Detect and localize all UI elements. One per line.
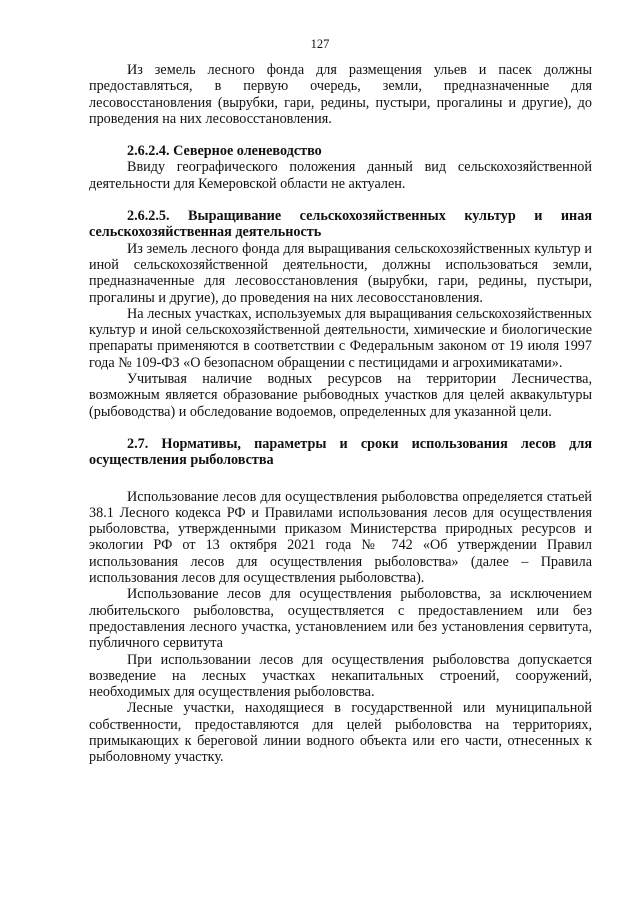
spacer	[89, 127, 592, 143]
spacer	[89, 192, 592, 208]
paragraph-fishing-rules: Использование лесов для осуществления рыболовства определяется статьей 38.1 Лесного кодекса РФ и Правилами использования лесов для осуществления рыболовства, утвержденными приказом Министерства природных ресурсов и экологии РФ от 13 октября 2021 года № 742 «Об утверждении Правил использования лесов для осуществления рыболовства» (далее – Правила использования лесов для осуществления рыболовства).	[89, 488, 592, 587]
spacer	[89, 420, 592, 436]
paragraph-fishing-structures: При использовании лесов для осуществления рыболовства допускается возведение на лесных участках некапитальных строений, сооружений, необходимых для осуществления рыболовства.	[89, 651, 592, 701]
paragraph-aquaculture: Учитывая наличие водных ресурсов на территории Лесничества, возможным является образование рыбоводных участков для целей аквакультуры (рыбоводства) и обследование водоемов, определенных для указанной цели.	[89, 371, 592, 420]
paragraph-chemicals: На лесных участках, используемых для выращивания сельскохозяйственных культур и иной сельскохозяйственной деятельности, химические и биологические препараты применяются в соответствии с Федеральным законом от 19 июля 1997 года № 109-ФЗ «О безопасном обращении с пестицидами и агрохимикатами».	[89, 305, 592, 371]
page-number: 127	[310, 37, 330, 51]
paragraph-apiary-land: Из земель лесного фонда для размещения ульев и пасек должны предоставляться, в первую очередь, земли, предназначенные для лесовосстановления (вырубки, гари, редины, пустыри, прогалины и другие), до проведения на них лесовосстановления.	[89, 62, 592, 127]
heading-2-6-2-5: 2.6.2.5. Выращивание сельскохозяйственных культур и иная сельскохозяйственная деятельность	[89, 208, 592, 241]
heading-2-7: 2.7. Нормативы, параметры и сроки использования лесов для осуществления рыболовства	[89, 435, 592, 469]
page-content	[89, 62, 592, 766]
paragraph-fishing-plots: Лесные участки, находящиеся в государственной или муниципальной собственности, предоставляются для целей рыболовства на территориях, примыкающих к береговой линии водного объекта или его части, отнесенных к рыболовному участку.	[89, 700, 592, 766]
heading-2-6-2-4: 2.6.2.4. Северное оленеводство	[127, 143, 322, 160]
paragraph-crops-land: Из земель лесного фонда для выращивания сельскохозяйственных культур и иной сельскохозяйственной деятельности, должны использоваться земли, предназначенные для лесовосстановления (вырубки, гари, редины, пустыри, прогалины и другие), до проведения на них лесовосстановления.	[89, 240, 592, 306]
paragraph-fishing-use: Использование лесов для осуществления рыболовства, за исключением любительского рыболовства, осуществляется с предоставлением или без предоставления лесного участка, установлением или без установления сервитута, публичного сервитута	[89, 586, 592, 652]
paragraph-reindeer: Ввиду географического положения данный вид сельскохозяйственной деятельности для Кемеровской области не актуален.	[89, 159, 592, 192]
spacer	[89, 469, 592, 489]
